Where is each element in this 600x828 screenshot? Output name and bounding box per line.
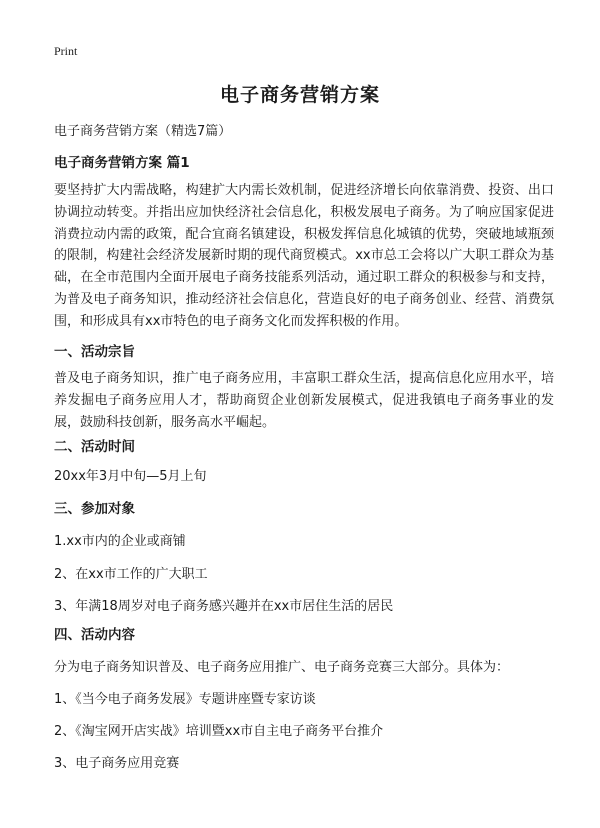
heading-content: 四、活动内容: [54, 627, 135, 643]
heading-purpose: 一、活动宗旨: [54, 344, 135, 360]
target-item: 3、年满18周岁对电子商务感兴趣并在xx市居住生活的居民: [54, 599, 394, 614]
heading-time: 二、活动时间: [54, 439, 135, 455]
content-item: 1、《当今电子商务发展》专题讲座暨专家访谈: [54, 692, 316, 707]
content-item: 2、《淘宝网开店实战》培训暨xx市自主电子商务平台推介: [54, 724, 384, 739]
content-item: 3、电子商务应用竞赛: [54, 756, 180, 771]
intro-paragraph: 要坚持扩大内需战略，构建扩大内需长效机制，促进经济增长向依靠消费、投资、出口协调拉动转变。并指出应加快经济社会信息化，积极发展电子商务。为了响应国家促进消费拉动内需的政策，配合宜商名镇建设，积极发挥信息化城镇的优势，突破地域瓶颈的限制，构建社会经济发展新时期的现代商贸模式。xx市总工会将以广大职工群众为基础，在全市范围内全面开展电子商务技能系列活动，通过职工群众的积极参与和支持，为普及电子商务知识，推动经济社会信息化，营造良好的电子商务创业、经营、消费氛围，和形成具有xx市特色的电子商务文化而发挥积极的作用。: [54, 183, 554, 329]
section-heading-part1: 电子商务营销方案 篇1: [54, 155, 190, 171]
target-item: 2、在xx市工作的广大职工: [54, 567, 208, 582]
purpose-paragraph: 普及电子商务知识，推广电子商务应用，丰富职工群众生活，提高信息化应用水平，培养发掘电子商务应用人才，帮助商贸企业创新发展模式，促进我镇电子商务事业的发展，鼓励科技创新，服务高水平崛起。: [54, 371, 554, 430]
document-subtitle: 电子商务营销方案（精选7篇）: [54, 124, 232, 139]
document-title: 电子商务营销方案: [219, 84, 380, 106]
print-label[interactable]: Print: [54, 44, 78, 58]
time-text: 20xx年3月中旬—5月上旬: [54, 469, 207, 484]
target-item: 1.xx市内的企业或商铺: [54, 534, 186, 549]
heading-targets: 三、参加对象: [54, 501, 135, 517]
content-intro: 分为电子商务知识普及、电子商务应用推广、电子商务竞赛三大部分。具体为：: [54, 660, 510, 675]
